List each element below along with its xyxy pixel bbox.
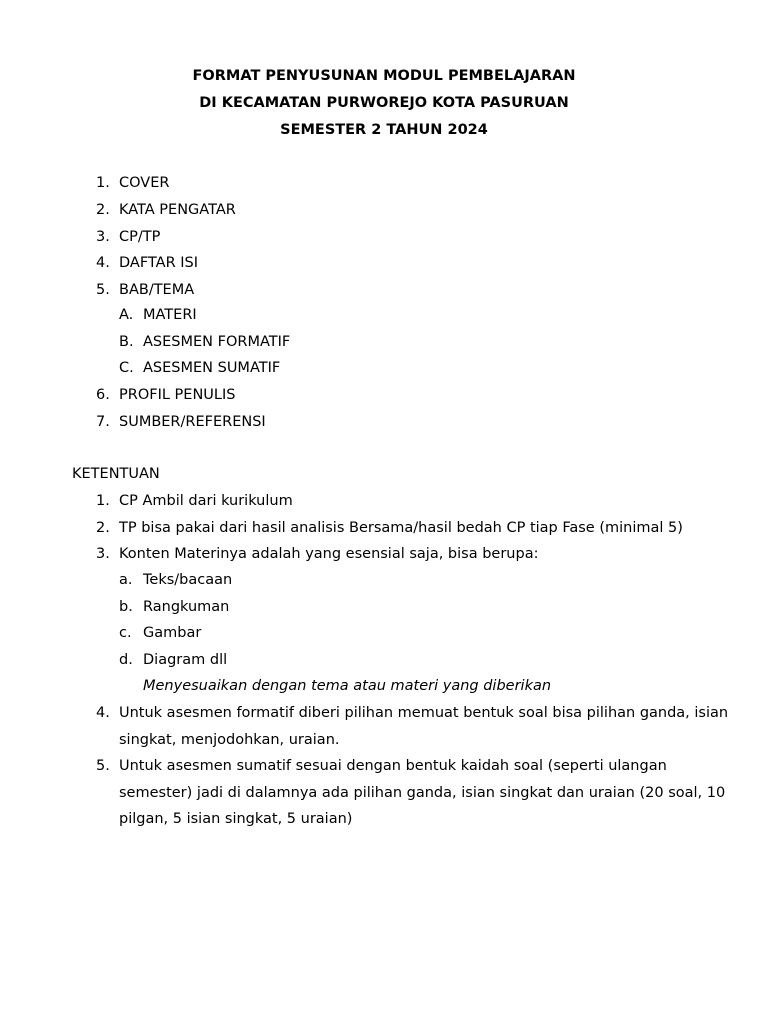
rule-subitem-text: Rangkuman xyxy=(143,599,230,615)
rule-item-text-line-1: Untuk asesmen sumatif sesuai dengan bentuk kaidah soal (seperti ulangan xyxy=(119,758,667,774)
outline-item-label: BAB/TEMA xyxy=(119,282,195,298)
outline-item-number: 6. xyxy=(96,387,110,403)
outline-subitem-label: MATERI xyxy=(143,307,197,323)
outline-item-label: CP/TP xyxy=(119,229,161,245)
rule-item-number: 1. xyxy=(96,493,110,509)
outline-subitem-letter: C. xyxy=(119,360,134,376)
outline-item-label: KATA PENGATAR xyxy=(119,202,236,218)
rule-item-text-line-2: semester) jadi di dalamnya ada pilihan ganda, isian singkat dan uraian (20 soal, 10 xyxy=(119,785,726,801)
outline-item-number: 2. xyxy=(96,202,110,218)
outline-item-number: 1. xyxy=(96,175,110,191)
outline-subitem-label: ASESMEN SUMATIF xyxy=(143,360,281,376)
title-line-3: SEMESTER 2 TAHUN 2024 xyxy=(280,122,488,138)
outline-item-label: PROFIL PENULIS xyxy=(119,387,236,403)
rule-subitem-letter: d. xyxy=(119,652,133,668)
outline-item-number: 5. xyxy=(96,282,110,298)
rule-item-number: 5. xyxy=(96,758,110,774)
italic-note: Menyesuaikan dengan tema atau materi yang diberikan xyxy=(143,678,552,694)
rule-subitem-letter: c. xyxy=(119,625,132,641)
outline-subitem-letter: B. xyxy=(119,334,134,350)
outline-subitem-letter: A. xyxy=(119,307,134,323)
ketentuan-heading: KETENTUAN xyxy=(72,466,160,482)
rule-subitem-letter: a. xyxy=(119,572,133,588)
rule-item-number: 4. xyxy=(96,705,110,721)
rule-item-number: 3. xyxy=(96,546,110,562)
rule-subitem-text: Gambar xyxy=(143,625,202,641)
rule-item-text: TP bisa pakai dari hasil analisis Bersama/hasil bedah CP tiap Fase (minimal 5) xyxy=(119,520,683,536)
outline-item-label: DAFTAR ISI xyxy=(119,255,199,271)
rule-subitem-text: Diagram dll xyxy=(143,652,228,668)
outline-item-label: SUMBER/REFERENSI xyxy=(119,414,266,430)
rule-item-text: Konten Materinya adalah yang esensial saja, bisa berupa: xyxy=(119,546,539,562)
outline-item-number: 7. xyxy=(96,414,110,430)
outline-subitem-label: ASESMEN FORMATIF xyxy=(143,334,291,350)
rule-item-text-line-2: singkat, menjodohkan, uraian. xyxy=(119,732,340,748)
outline-item-number: 4. xyxy=(96,255,110,271)
rule-subitem-text: Teks/bacaan xyxy=(143,572,233,588)
rule-item-text-line-1: Untuk asesmen formatif diberi pilihan memuat bentuk soal bisa pilihan ganda, isian xyxy=(119,705,729,721)
rule-subitem-letter: b. xyxy=(119,599,133,615)
rule-item-text: CP Ambil dari kurikulum xyxy=(119,493,293,509)
outline-item-number: 3. xyxy=(96,229,110,245)
outline-item-label: COVER xyxy=(119,175,170,191)
rule-item-number: 2. xyxy=(96,520,110,536)
rule-item-text-line-3: pilgan, 5 isian singkat, 5 uraian) xyxy=(119,811,353,827)
title-line-1: FORMAT PENYUSUNAN MODUL PEMBELAJARAN xyxy=(192,68,576,84)
title-line-2: DI KECAMATAN PURWOREJO KOTA PASURUAN xyxy=(199,95,569,111)
